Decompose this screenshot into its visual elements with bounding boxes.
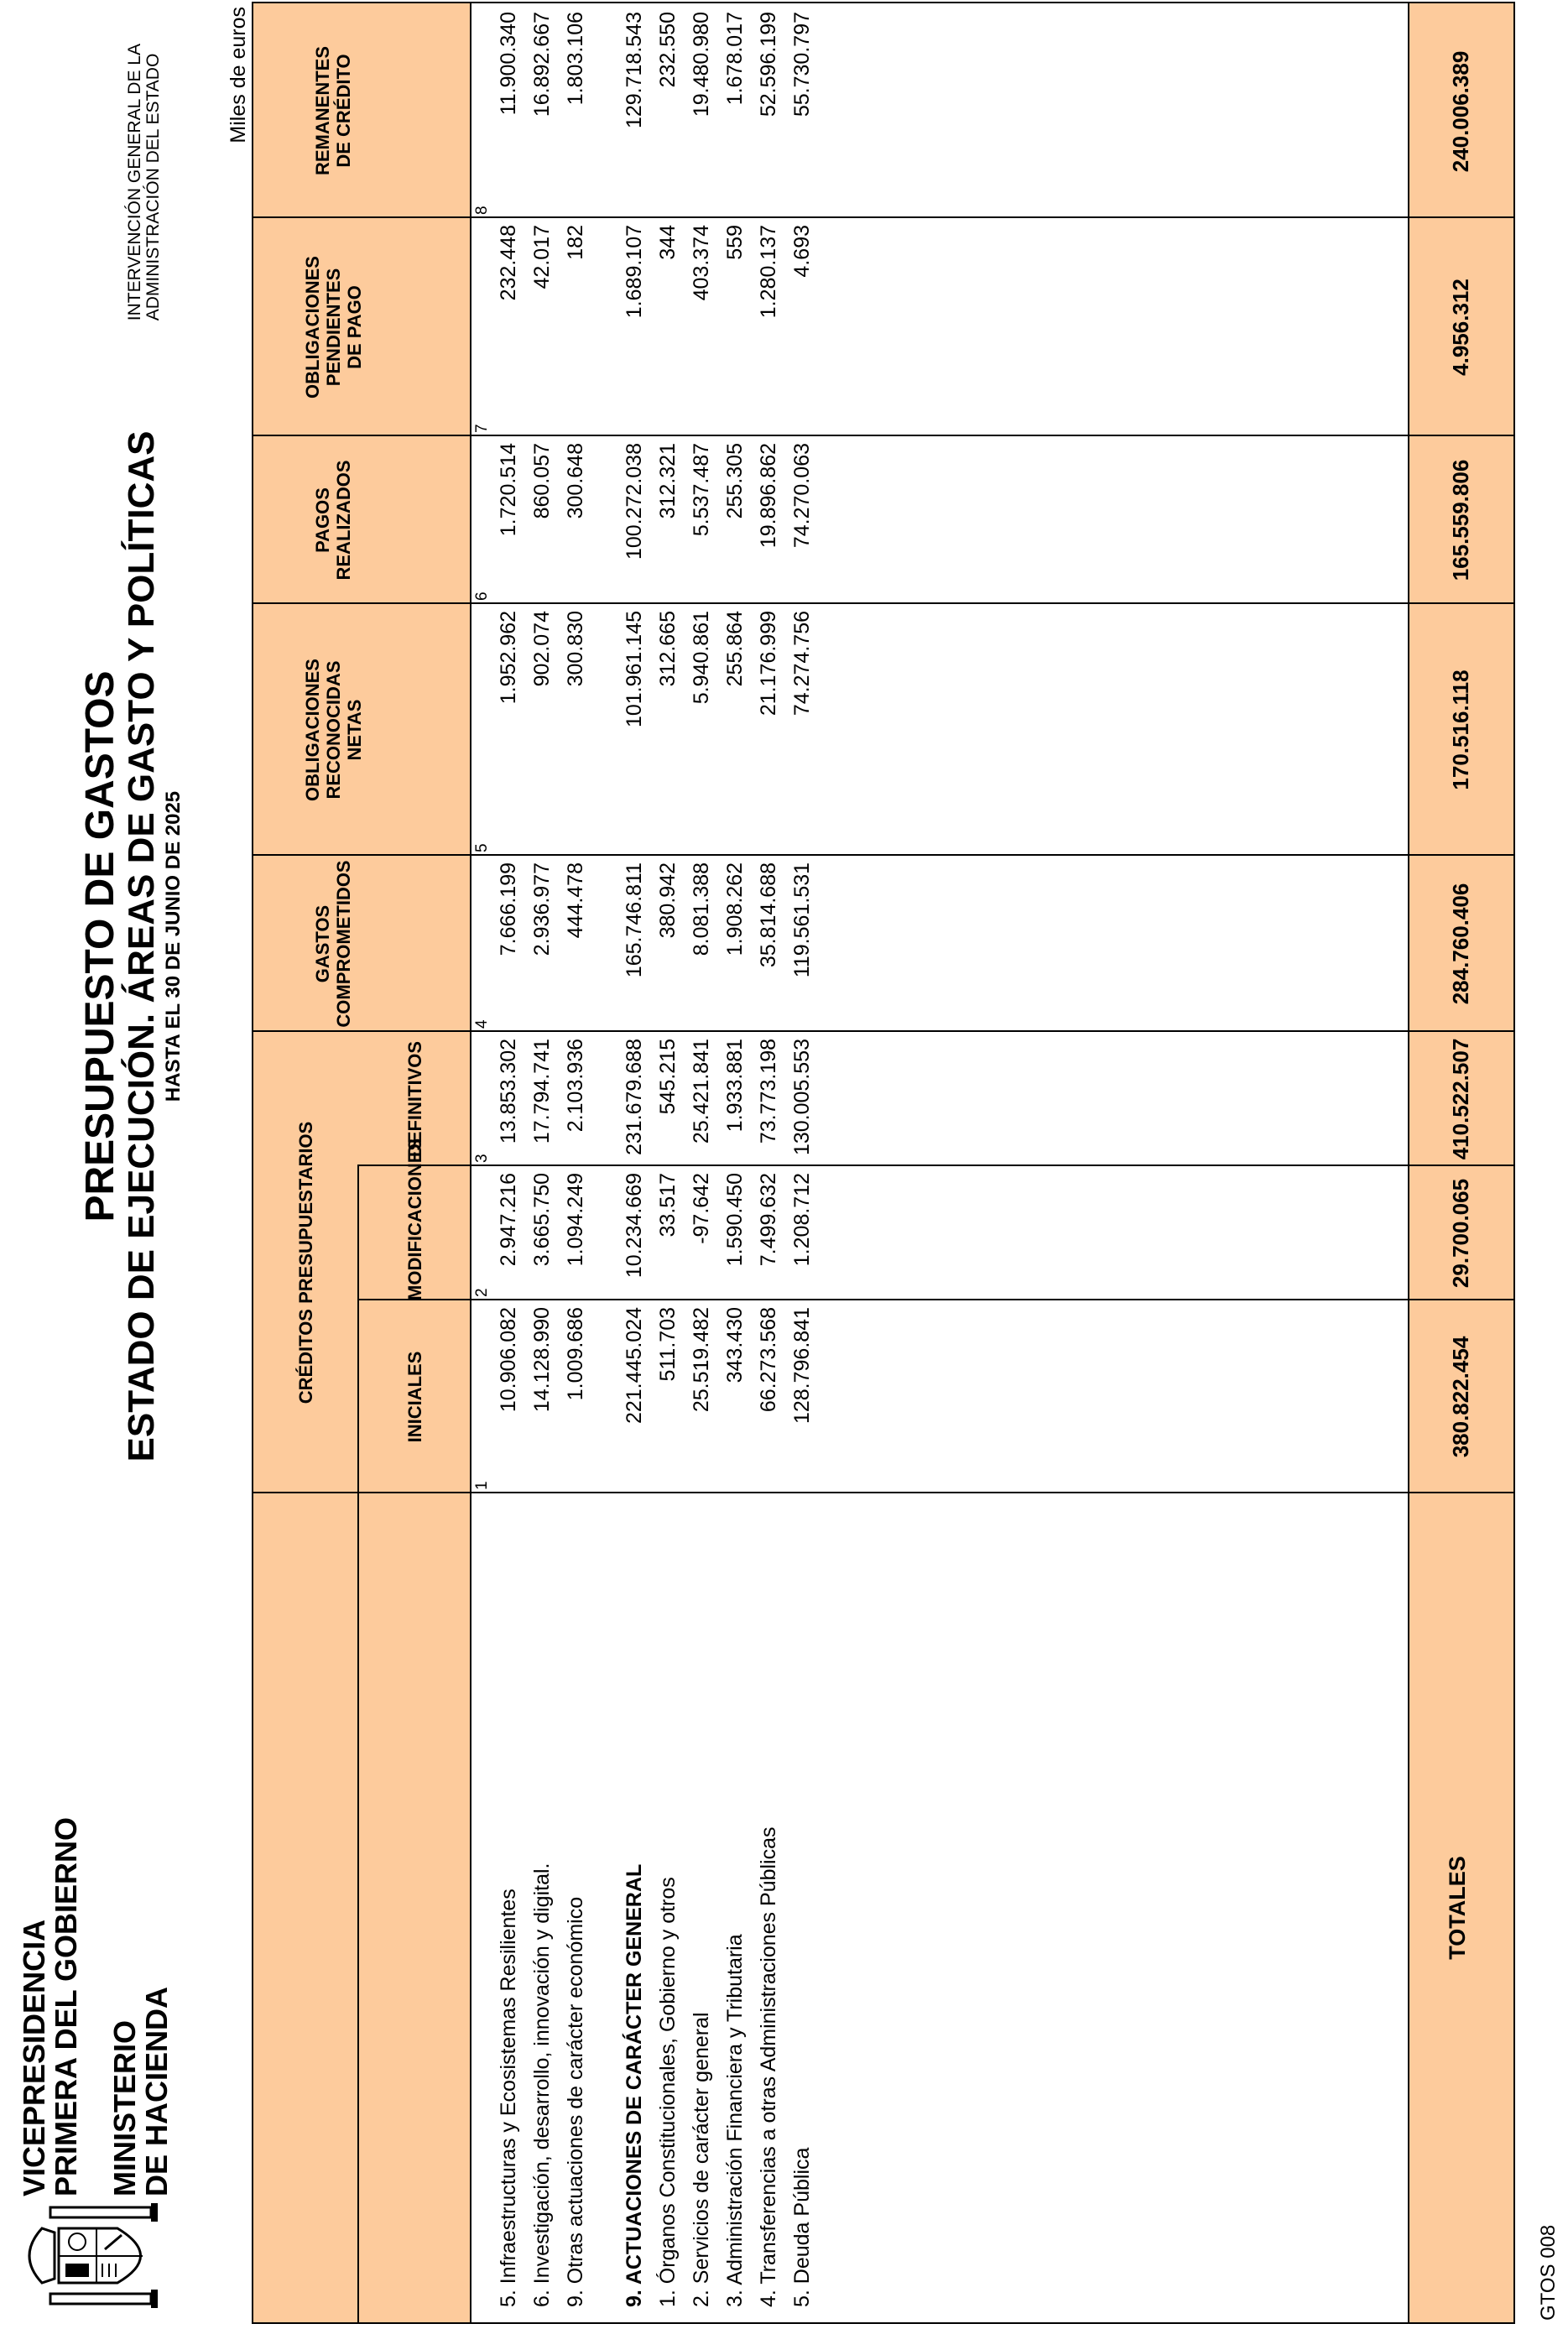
row-value: 129.718.543 xyxy=(623,12,646,129)
total-value: 410.522.507 xyxy=(1448,1038,1473,1160)
row-label: 6. Investigación, desarrollo, innovación y digital. xyxy=(530,1863,554,2307)
row-value: 1.678.017 xyxy=(723,12,747,106)
row-value: 902.074 xyxy=(530,611,554,687)
row-value: 73.773.198 xyxy=(757,1039,780,1144)
col-number: 1 xyxy=(473,1481,491,1490)
row-value: 130.005.553 xyxy=(790,1039,814,1156)
row-value: 74.274.756 xyxy=(790,611,814,716)
col-number: 5 xyxy=(473,843,491,852)
row-value: 55.730.797 xyxy=(790,12,814,117)
total-value: 240.006.389 xyxy=(1448,50,1473,173)
row-value: 511.703 xyxy=(656,1307,680,1382)
total-value: 4.956.312 xyxy=(1448,279,1473,376)
row-value: 128.796.841 xyxy=(790,1307,814,1425)
row-value: 52.596.199 xyxy=(757,12,780,117)
creditos-group-header: CRÉDITOS PRESUPUESTARIOS xyxy=(295,1121,316,1404)
totals-label: TOTALES xyxy=(1445,1856,1470,1960)
row-value: 444.478 xyxy=(564,862,587,939)
row-value: 255.864 xyxy=(723,611,747,687)
row-value: 19.480.980 xyxy=(690,12,713,117)
row-value: 312.321 xyxy=(656,443,680,519)
row-value: 1.908.262 xyxy=(723,862,747,956)
igae-line-2: ADMINISTRACIÓN DEL ESTADO xyxy=(143,53,163,321)
row-value: 232.550 xyxy=(656,12,680,88)
col-number: 4 xyxy=(473,1019,491,1029)
total-value: 284.760.406 xyxy=(1448,883,1473,1005)
col-modificaciones-header: MODIFICACIONES xyxy=(404,1138,425,1300)
row-value: 35.814.688 xyxy=(757,862,780,968)
row-value: 255.305 xyxy=(723,443,747,519)
row-label: 3. Administración Financiera y Tributaria xyxy=(723,1934,747,2307)
row-value: 2.103.936 xyxy=(564,1039,587,1133)
row-value: 231.679.688 xyxy=(623,1039,646,1156)
row-label: 5. Deuda Pública xyxy=(790,2147,814,2307)
row-value: 165.746.811 xyxy=(623,862,646,978)
row-value: 232.448 xyxy=(497,225,520,301)
row-value: 101.961.145 xyxy=(623,611,646,728)
row-value: 221.445.024 xyxy=(623,1307,646,1425)
col-number: 7 xyxy=(473,424,491,433)
row-value: 17.794.741 xyxy=(530,1039,554,1144)
row-value: 7.499.632 xyxy=(757,1173,780,1267)
ministry-line-4: DE HACIENDA xyxy=(139,1986,174,2196)
report-title: PRESUPUESTO DE GASTOS xyxy=(78,670,122,1222)
total-value: 380.822.454 xyxy=(1448,1336,1473,1458)
report-subtitle: ESTADO DE EJECUCIÓN. ÁREAS DE GASTO Y POLÍTICAS xyxy=(121,430,162,1462)
row-value: 11.900.340 xyxy=(497,12,520,116)
row-label: 4. Transferencias a otras Administraciones Públicas xyxy=(757,1826,780,2307)
col-gastos-comprometidos-header: GASTOS COMPROMETIDOS xyxy=(312,860,354,1028)
col-obligaciones-reconocidas-header: OBLIGACIONES RECONOCIDAS NETAS xyxy=(302,659,365,801)
row-value: 343.430 xyxy=(723,1307,747,1383)
row-value: 16.892.667 xyxy=(530,12,554,117)
row-value: 74.270.063 xyxy=(790,443,814,549)
row-value: 1.720.514 xyxy=(497,443,520,537)
row-value: 2.947.216 xyxy=(497,1173,520,1267)
row-value: 182 xyxy=(564,225,587,260)
row-value: 19.896.862 xyxy=(757,443,780,549)
row-value: 3.665.750 xyxy=(530,1173,554,1267)
row-value: 1.803.106 xyxy=(564,12,587,106)
row-value: 1.208.712 xyxy=(790,1173,814,1267)
report-titles xyxy=(80,0,185,2329)
ministry-line-2: PRIMERA DEL GOBIERNO xyxy=(49,1816,83,2196)
units-label: Miles de euros xyxy=(227,7,250,143)
col-number: 8 xyxy=(473,206,491,215)
row-value: 380.942 xyxy=(656,862,680,939)
col-number: 6 xyxy=(473,591,491,601)
ministry-line-1: VICEPRESIDENCIA xyxy=(17,1919,51,2196)
row-value: 545.215 xyxy=(656,1039,680,1115)
igae-line-1: INTERVENCIÓN GENERAL DE LA xyxy=(125,44,144,321)
row-value: 25.519.482 xyxy=(690,1307,713,1413)
row-value: 4.693 xyxy=(790,225,814,278)
col-number: 3 xyxy=(473,1154,491,1163)
budget-table xyxy=(252,2,1515,2324)
row-value: 559 xyxy=(723,225,747,260)
col-iniciales-header: INICIALES xyxy=(404,1351,425,1443)
col-pagos-realizados-header: PAGOS REALIZADOS xyxy=(312,460,354,581)
col-number: 2 xyxy=(473,1288,491,1297)
row-label: 9. ACTUACIONES DE CARÁCTER GENERAL xyxy=(623,1863,646,2307)
col-definitivos-header: DEFINITIVOS xyxy=(404,1040,425,1158)
total-value: 29.700.065 xyxy=(1448,1178,1473,1289)
row-value: 403.374 xyxy=(690,225,713,301)
row-value: 312.665 xyxy=(656,611,680,687)
col-obligaciones-pendientes-header: OBLIGACIONES PENDIENTES DE PAGO xyxy=(302,256,365,399)
row-value: 5.940.861 xyxy=(690,611,713,705)
ministry-name xyxy=(18,1817,82,2196)
row-value: 66.273.568 xyxy=(757,1307,780,1413)
row-value: 10.906.082 xyxy=(497,1307,520,1413)
row-value: 860.057 xyxy=(530,443,554,519)
row-value: 33.517 xyxy=(656,1173,680,1237)
row-value: 1.094.249 xyxy=(564,1173,587,1267)
row-value: 14.128.990 xyxy=(530,1307,554,1413)
total-value: 170.516.118 xyxy=(1448,670,1473,790)
row-value: 42.017 xyxy=(530,225,554,289)
row-value: 1.933.881 xyxy=(723,1039,747,1133)
row-value: -97.642 xyxy=(690,1173,713,1244)
row-value: 2.936.977 xyxy=(530,862,554,956)
row-value: 344 xyxy=(656,225,680,260)
row-value: 1.280.137 xyxy=(757,225,780,319)
report-date: HASTA EL 30 DE JUNIO DE 2025 xyxy=(162,790,185,1102)
report-code: GTOS 008 xyxy=(1537,2224,1560,2321)
row-value: 300.648 xyxy=(564,443,587,519)
row-value: 100.272.038 xyxy=(623,443,646,560)
row-value: 7.666.199 xyxy=(497,862,520,956)
row-value: 5.537.487 xyxy=(690,443,713,537)
row-value: 1.952.962 xyxy=(497,611,520,705)
row-value: 1.689.107 xyxy=(623,225,646,319)
row-label: 1. Órganos Constitucionales, Gobierno y otros xyxy=(656,1877,680,2307)
row-label: 9. Otras actuaciones de carácter económico xyxy=(564,1896,587,2307)
row-value: 13.853.302 xyxy=(497,1039,520,1144)
row-value: 8.081.388 xyxy=(690,862,713,956)
igae-label xyxy=(126,44,163,320)
col-remanentes-header: REMANENTES DE CRÉDITO xyxy=(312,46,354,176)
ministry-line-3: MINISTERIO xyxy=(107,2019,142,2196)
row-value: 1.590.450 xyxy=(723,1173,747,1267)
row-value: 119.561.531 xyxy=(790,862,814,978)
total-value: 165.559.806 xyxy=(1448,459,1473,581)
row-label: 2. Servicios de carácter general xyxy=(690,2012,713,2307)
row-value: 1.009.686 xyxy=(564,1307,587,1401)
row-value: 25.421.841 xyxy=(690,1039,713,1144)
row-value: 21.176.999 xyxy=(757,611,780,716)
row-label: 5. Infraestructuras y Ecosistemas Resilientes xyxy=(497,1889,520,2307)
row-value: 10.234.669 xyxy=(623,1173,646,1279)
row-value: 300.830 xyxy=(564,611,587,687)
